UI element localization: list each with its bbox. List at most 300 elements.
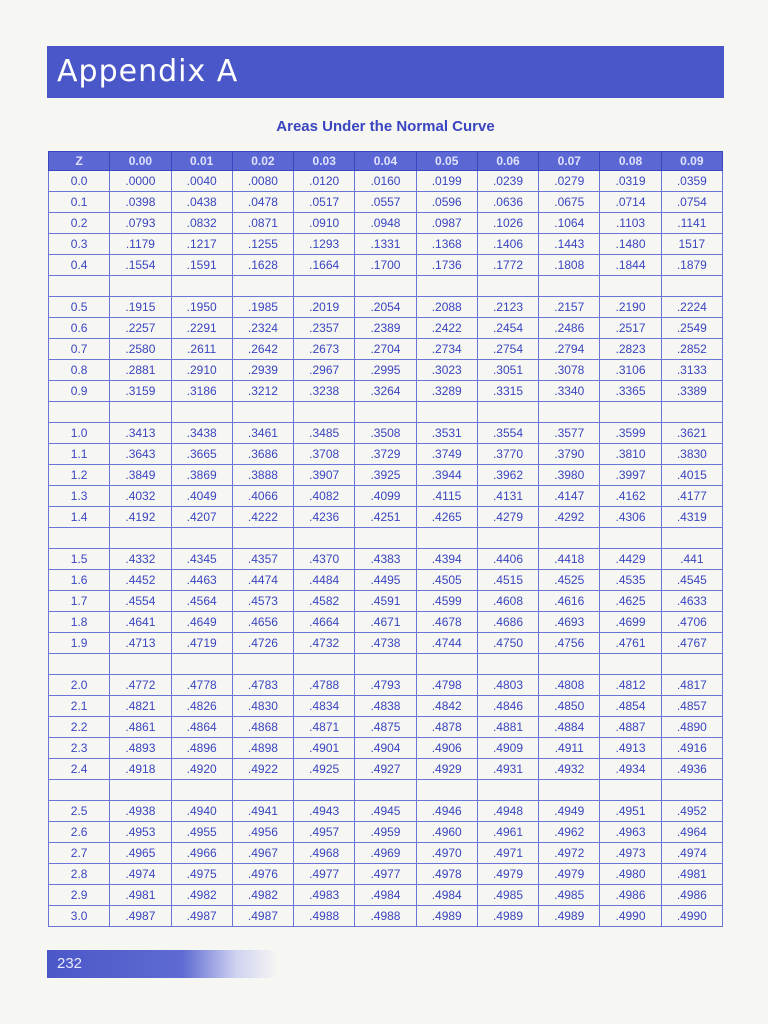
area-value-cell: .0120 — [294, 171, 355, 192]
area-value-cell: .4192 — [110, 507, 171, 528]
area-value-cell: .3315 — [477, 381, 538, 402]
area-value-cell: .4979 — [477, 864, 538, 885]
area-value-cell: .1985 — [232, 297, 293, 318]
spacer-cell — [661, 402, 722, 423]
area-value-cell: .4474 — [232, 570, 293, 591]
area-value-cell: .4948 — [477, 801, 538, 822]
area-value-cell: .0160 — [355, 171, 416, 192]
area-value-cell: .4964 — [661, 822, 722, 843]
area-value-cell: .4649 — [171, 612, 232, 633]
area-value-cell: .4960 — [416, 822, 477, 843]
area-value-cell: .4987 — [110, 906, 171, 927]
area-value-cell: .4793 — [355, 675, 416, 696]
area-value-cell: .2054 — [355, 297, 416, 318]
table-row — [49, 297, 723, 318]
appendix-banner — [47, 46, 724, 98]
table-row — [49, 864, 723, 885]
area-value-cell: .4803 — [477, 675, 538, 696]
area-value-cell: .4884 — [539, 717, 600, 738]
area-value-cell: .3289 — [416, 381, 477, 402]
area-value-cell: .2580 — [110, 339, 171, 360]
area-value-cell: .3708 — [294, 444, 355, 465]
area-value-cell: .4251 — [355, 507, 416, 528]
area-value-cell: .1554 — [110, 255, 171, 276]
area-value-cell: .4972 — [539, 843, 600, 864]
area-value-cell: .3577 — [539, 423, 600, 444]
column-header: 0.05 — [416, 152, 477, 171]
area-value-cell: .4115 — [416, 486, 477, 507]
area-value-cell: .4162 — [600, 486, 661, 507]
area-value-cell: .0040 — [171, 171, 232, 192]
area-value-cell: .2642 — [232, 339, 293, 360]
area-value-cell: .1736 — [416, 255, 477, 276]
z-value-cell: 2.3 — [49, 738, 110, 759]
area-value-cell: .4608 — [477, 591, 538, 612]
area-value-cell: .3238 — [294, 381, 355, 402]
z-value-cell: 2.6 — [49, 822, 110, 843]
area-value-cell: .4982 — [171, 885, 232, 906]
spacer-cell — [232, 528, 293, 549]
area-value-cell: .4949 — [539, 801, 600, 822]
area-value-cell: .3212 — [232, 381, 293, 402]
z-value-cell: 1.0 — [49, 423, 110, 444]
area-value-cell: .3186 — [171, 381, 232, 402]
area-value-cell: .4265 — [416, 507, 477, 528]
area-value-cell: .3925 — [355, 465, 416, 486]
area-value-cell: .4778 — [171, 675, 232, 696]
area-value-cell: .2088 — [416, 297, 477, 318]
spacer-cell — [171, 654, 232, 675]
spacer-cell — [416, 528, 477, 549]
area-value-cell: .4904 — [355, 738, 416, 759]
area-value-cell: .3599 — [600, 423, 661, 444]
area-value-cell: .4515 — [477, 570, 538, 591]
z-value-cell: 1.2 — [49, 465, 110, 486]
z-value-cell: 3.0 — [49, 906, 110, 927]
table-row — [49, 549, 723, 570]
area-value-cell: .4671 — [355, 612, 416, 633]
area-value-cell: .4990 — [600, 906, 661, 927]
z-value-cell: 1.1 — [49, 444, 110, 465]
area-value-cell: .1255 — [232, 234, 293, 255]
area-value-cell: .4452 — [110, 570, 171, 591]
area-value-cell: .4713 — [110, 633, 171, 654]
spacer-cell — [49, 402, 110, 423]
z-value-cell: 2.5 — [49, 801, 110, 822]
z-value-cell: 1.5 — [49, 549, 110, 570]
area-value-cell: .2995 — [355, 360, 416, 381]
area-value-cell: .4842 — [416, 696, 477, 717]
area-value-cell: .3554 — [477, 423, 538, 444]
table-row — [49, 339, 723, 360]
area-value-cell: .4693 — [539, 612, 600, 633]
area-value-cell: .4207 — [171, 507, 232, 528]
area-value-cell: .2190 — [600, 297, 661, 318]
area-value-cell: .4959 — [355, 822, 416, 843]
spacer-cell — [477, 654, 538, 675]
z-value-cell: 2.8 — [49, 864, 110, 885]
table-row — [49, 675, 723, 696]
area-value-cell: .2357 — [294, 318, 355, 339]
spacer-cell — [539, 276, 600, 297]
area-value-cell: .2611 — [171, 339, 232, 360]
area-value-cell: .4890 — [661, 717, 722, 738]
area-value-cell: .4826 — [171, 696, 232, 717]
area-value-cell: .4973 — [600, 843, 661, 864]
area-value-cell: .4929 — [416, 759, 477, 780]
area-value-cell: .4319 — [661, 507, 722, 528]
column-header-z: Z — [49, 152, 110, 171]
area-value-cell: .4767 — [661, 633, 722, 654]
area-value-cell: .4834 — [294, 696, 355, 717]
z-value-cell: 0.8 — [49, 360, 110, 381]
area-value-cell: .2517 — [600, 318, 661, 339]
z-value-cell: 0.3 — [49, 234, 110, 255]
area-value-cell: .4941 — [232, 801, 293, 822]
area-value-cell: .4980 — [600, 864, 661, 885]
z-value-cell: 0.9 — [49, 381, 110, 402]
area-value-cell: .4985 — [539, 885, 600, 906]
area-value-cell: .2157 — [539, 297, 600, 318]
area-value-cell: .4982 — [232, 885, 293, 906]
area-value-cell: .4938 — [110, 801, 171, 822]
spacer-cell — [171, 780, 232, 801]
spacer-cell — [477, 780, 538, 801]
area-value-cell: .3849 — [110, 465, 171, 486]
table-row — [49, 486, 723, 507]
area-value-cell: .4966 — [171, 843, 232, 864]
area-value-cell: .4798 — [416, 675, 477, 696]
area-value-cell: .3729 — [355, 444, 416, 465]
area-value-cell: .4772 — [110, 675, 171, 696]
area-value-cell: .0438 — [171, 192, 232, 213]
area-value-cell: .4913 — [600, 738, 661, 759]
area-value-cell: .4744 — [416, 633, 477, 654]
area-value-cell: .441 — [661, 549, 722, 570]
area-value-cell: .4525 — [539, 570, 600, 591]
normal-curve-table — [48, 151, 723, 927]
column-header: 0.04 — [355, 152, 416, 171]
area-value-cell: .4951 — [600, 801, 661, 822]
spacer-cell — [110, 402, 171, 423]
area-value-cell: .0754 — [661, 192, 722, 213]
area-value-cell: .2422 — [416, 318, 477, 339]
area-value-cell: .4971 — [477, 843, 538, 864]
area-value-cell: .4857 — [661, 696, 722, 717]
area-value-cell: .0948 — [355, 213, 416, 234]
area-value-cell: .2019 — [294, 297, 355, 318]
area-value-cell: .4878 — [416, 717, 477, 738]
spacer-cell — [49, 528, 110, 549]
column-header: 0.09 — [661, 152, 722, 171]
area-value-cell: .0319 — [600, 171, 661, 192]
area-value-cell: .1293 — [294, 234, 355, 255]
table-row — [49, 213, 723, 234]
area-value-cell: .3340 — [539, 381, 600, 402]
area-value-cell: .0987 — [416, 213, 477, 234]
area-value-cell: .2734 — [416, 339, 477, 360]
z-value-cell: 2.2 — [49, 717, 110, 738]
spacer-cell — [539, 402, 600, 423]
area-value-cell: .3023 — [416, 360, 477, 381]
area-value-cell: .1772 — [477, 255, 538, 276]
area-value-cell: .4945 — [355, 801, 416, 822]
spacer-cell — [232, 276, 293, 297]
area-value-cell: .4861 — [110, 717, 171, 738]
area-value-cell: .4986 — [600, 885, 661, 906]
spacer-cell — [49, 654, 110, 675]
spacer-cell — [539, 780, 600, 801]
z-value-cell: 0.4 — [49, 255, 110, 276]
spacer-cell — [600, 402, 661, 423]
area-value-cell: .1591 — [171, 255, 232, 276]
area-value-cell: .4988 — [355, 906, 416, 927]
area-value-cell: .2673 — [294, 339, 355, 360]
table-row — [49, 318, 723, 339]
area-value-cell: .1026 — [477, 213, 538, 234]
area-value-cell: .4292 — [539, 507, 600, 528]
spacer-cell — [232, 780, 293, 801]
area-value-cell: .4989 — [477, 906, 538, 927]
area-value-cell: .1064 — [539, 213, 600, 234]
area-value-cell: .4962 — [539, 822, 600, 843]
area-value-cell: .3051 — [477, 360, 538, 381]
area-value-cell: .2881 — [110, 360, 171, 381]
area-value-cell: .4495 — [355, 570, 416, 591]
area-value-cell: .4931 — [477, 759, 538, 780]
area-value-cell: .1141 — [661, 213, 722, 234]
area-value-cell: .4893 — [110, 738, 171, 759]
area-value-cell: .4987 — [232, 906, 293, 927]
area-value-cell: .2754 — [477, 339, 538, 360]
area-value-cell: .3508 — [355, 423, 416, 444]
spacer-cell — [600, 276, 661, 297]
area-value-cell: .4345 — [171, 549, 232, 570]
area-value-cell: .4898 — [232, 738, 293, 759]
area-value-cell: .4909 — [477, 738, 538, 759]
area-value-cell: .4625 — [600, 591, 661, 612]
area-value-cell: .4989 — [539, 906, 600, 927]
area-value-cell: .3531 — [416, 423, 477, 444]
z-value-cell: 0.0 — [49, 171, 110, 192]
area-value-cell: .2967 — [294, 360, 355, 381]
column-header: 0.01 — [171, 152, 232, 171]
area-value-cell: .1915 — [110, 297, 171, 318]
table-row — [49, 822, 723, 843]
area-value-cell: .2389 — [355, 318, 416, 339]
area-value-cell: .2910 — [171, 360, 232, 381]
table-row — [49, 255, 723, 276]
area-value-cell: .0714 — [600, 192, 661, 213]
area-value-cell: .4616 — [539, 591, 600, 612]
spacer-cell — [600, 780, 661, 801]
area-value-cell: .0596 — [416, 192, 477, 213]
area-value-cell: .2852 — [661, 339, 722, 360]
table-row — [49, 192, 723, 213]
area-value-cell: .4871 — [294, 717, 355, 738]
area-value-cell: .4946 — [416, 801, 477, 822]
area-value-cell: .4846 — [477, 696, 538, 717]
spacer-cell — [294, 528, 355, 549]
area-value-cell: .4484 — [294, 570, 355, 591]
area-value-cell: .4985 — [477, 885, 538, 906]
spacer-cell — [171, 276, 232, 297]
area-value-cell: .4974 — [110, 864, 171, 885]
table-row — [49, 843, 723, 864]
area-value-cell: .4961 — [477, 822, 538, 843]
spacer-cell — [171, 402, 232, 423]
area-value-cell: .4783 — [232, 675, 293, 696]
area-value-cell: .4732 — [294, 633, 355, 654]
area-value-cell: .3980 — [539, 465, 600, 486]
area-value-cell: .0478 — [232, 192, 293, 213]
area-value-cell: .4976 — [232, 864, 293, 885]
area-value-cell: .4981 — [661, 864, 722, 885]
area-value-cell: .4357 — [232, 549, 293, 570]
column-header: 0.06 — [477, 152, 538, 171]
table-header-row — [49, 152, 723, 171]
area-value-cell: .1443 — [539, 234, 600, 255]
spacer-cell — [600, 654, 661, 675]
table-row — [49, 885, 723, 906]
spacer-cell — [477, 528, 538, 549]
area-value-cell: .4099 — [355, 486, 416, 507]
area-value-cell: .4911 — [539, 738, 600, 759]
area-value-cell: .4394 — [416, 549, 477, 570]
area-value-cell: .4988 — [294, 906, 355, 927]
area-value-cell: .3665 — [171, 444, 232, 465]
z-value-cell: 0.6 — [49, 318, 110, 339]
area-value-cell: .4953 — [110, 822, 171, 843]
z-value-cell: 0.2 — [49, 213, 110, 234]
area-value-cell: .4957 — [294, 822, 355, 843]
area-value-cell: .4868 — [232, 717, 293, 738]
area-value-cell: .4738 — [355, 633, 416, 654]
area-value-cell: .1406 — [477, 234, 538, 255]
area-value-cell: .3888 — [232, 465, 293, 486]
area-value-cell: .4963 — [600, 822, 661, 843]
area-value-cell: .0000 — [110, 171, 171, 192]
area-value-cell: .3621 — [661, 423, 722, 444]
area-value-cell: .4975 — [171, 864, 232, 885]
spacer-cell — [661, 654, 722, 675]
spacer-cell — [355, 276, 416, 297]
z-value-cell: 1.3 — [49, 486, 110, 507]
area-value-cell: .4706 — [661, 612, 722, 633]
area-value-cell: .0239 — [477, 171, 538, 192]
footer-bar — [47, 950, 724, 978]
area-value-cell: .4838 — [355, 696, 416, 717]
area-value-cell: .2257 — [110, 318, 171, 339]
area-value-cell: .4875 — [355, 717, 416, 738]
appendix-title: Appendix A — [57, 54, 239, 89]
area-value-cell: .4918 — [110, 759, 171, 780]
spacer-cell — [416, 654, 477, 675]
spacer-cell — [294, 780, 355, 801]
spacer-cell — [355, 402, 416, 423]
group-spacer-row — [49, 276, 723, 297]
area-value-cell: .3106 — [600, 360, 661, 381]
table-row — [49, 444, 723, 465]
z-value-cell: 1.8 — [49, 612, 110, 633]
area-value-cell: .4463 — [171, 570, 232, 591]
area-value-cell: .4222 — [232, 507, 293, 528]
table-row — [49, 738, 723, 759]
spacer-cell — [477, 276, 538, 297]
table-row — [49, 591, 723, 612]
area-value-cell: .3365 — [600, 381, 661, 402]
area-value-cell: .1700 — [355, 255, 416, 276]
area-value-cell: .3461 — [232, 423, 293, 444]
area-value-cell: .0557 — [355, 192, 416, 213]
area-value-cell: .3159 — [110, 381, 171, 402]
area-value-cell: .1217 — [171, 234, 232, 255]
z-value-cell: 1.7 — [49, 591, 110, 612]
spacer-cell — [416, 402, 477, 423]
area-value-cell: .4808 — [539, 675, 600, 696]
area-value-cell: .4977 — [355, 864, 416, 885]
area-value-cell: .4599 — [416, 591, 477, 612]
area-value-cell: .4830 — [232, 696, 293, 717]
spacer-cell — [661, 780, 722, 801]
area-value-cell: .3133 — [661, 360, 722, 381]
spacer-cell — [49, 780, 110, 801]
area-value-cell: .4236 — [294, 507, 355, 528]
spacer-cell — [110, 654, 171, 675]
area-value-cell: .4955 — [171, 822, 232, 843]
table-row — [49, 759, 723, 780]
spacer-cell — [294, 654, 355, 675]
table-row — [49, 507, 723, 528]
area-value-cell: .3438 — [171, 423, 232, 444]
area-value-cell: .2823 — [600, 339, 661, 360]
area-value-cell: .0675 — [539, 192, 600, 213]
spacer-cell — [539, 654, 600, 675]
spacer-cell — [110, 276, 171, 297]
area-value-cell: .4952 — [661, 801, 722, 822]
area-value-cell: .4990 — [661, 906, 722, 927]
area-value-cell: .2704 — [355, 339, 416, 360]
z-value-cell: 2.1 — [49, 696, 110, 717]
area-value-cell: .3413 — [110, 423, 171, 444]
area-value-cell: .4896 — [171, 738, 232, 759]
spacer-cell — [294, 276, 355, 297]
area-value-cell: .4979 — [539, 864, 600, 885]
area-value-cell: .4983 — [294, 885, 355, 906]
area-value-cell: .4906 — [416, 738, 477, 759]
area-value-cell: .4969 — [355, 843, 416, 864]
area-value-cell: .4987 — [171, 906, 232, 927]
area-value-cell: .4664 — [294, 612, 355, 633]
area-value-cell: .4932 — [539, 759, 600, 780]
area-value-cell: .4970 — [416, 843, 477, 864]
spacer-cell — [294, 402, 355, 423]
area-value-cell: .3264 — [355, 381, 416, 402]
z-value-cell: 0.7 — [49, 339, 110, 360]
area-value-cell: .4887 — [600, 717, 661, 738]
area-value-cell: .4633 — [661, 591, 722, 612]
area-value-cell: .4812 — [600, 675, 661, 696]
area-value-cell: .0279 — [539, 171, 600, 192]
area-value-cell: .3686 — [232, 444, 293, 465]
area-value-cell: 1517 — [661, 234, 722, 255]
table-row — [49, 171, 723, 192]
area-value-cell: .4082 — [294, 486, 355, 507]
area-value-cell: .4429 — [600, 549, 661, 570]
area-value-cell: .3830 — [661, 444, 722, 465]
spacer-cell — [477, 402, 538, 423]
area-value-cell: .4788 — [294, 675, 355, 696]
